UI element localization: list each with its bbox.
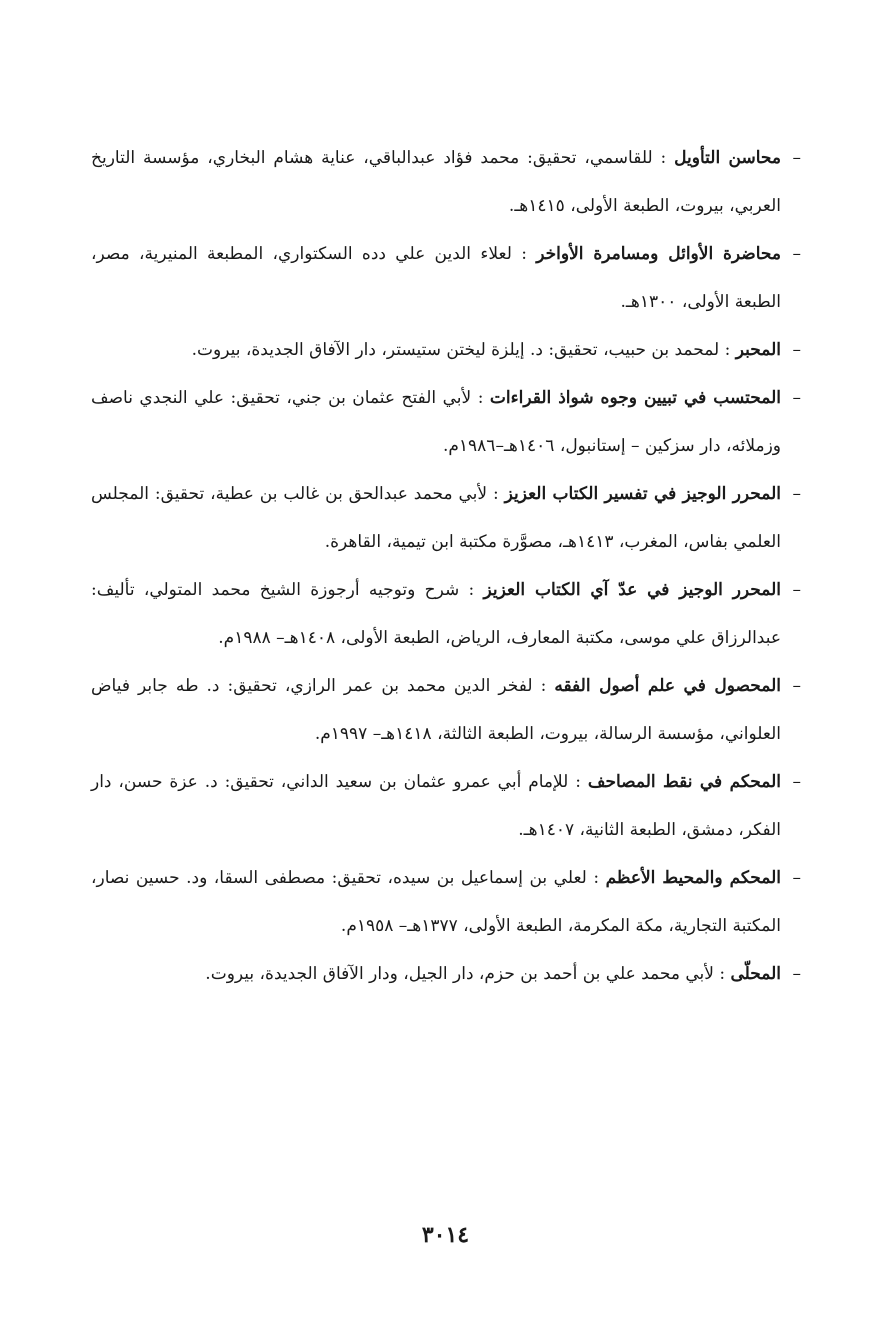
entry-text: : للقاسمي، تحقيق: محمد فؤاد عبدالباقي، عناية هشام البخاري، مؤسسة التاريخ العربي، بيروت، الطبعة الأولى، ١٤١٥هـ.	[91, 148, 781, 216]
entry-dash: –	[792, 244, 801, 264]
bibliography-entry	[91, 326, 801, 374]
entry-dash: –	[792, 772, 801, 792]
entry-title: المحكم والمحيط الأعظم	[605, 868, 781, 888]
entry-text: : لأبي محمد علي بن أحمد بن حزم، دار الجيل، ودار الآفاق الجديدة، بيروت.	[205, 964, 726, 984]
bibliography-entry	[91, 230, 801, 326]
entry-text: : لمحمد بن حبيب، تحقيق: د. إيلزة ليختن ستيستر، دار الآفاق الجديدة، بيروت.	[191, 340, 731, 360]
entry-text: : لأبي الفتح عثمان بن جني، تحقيق: علي النجدي ناصف وزملائه، دار سزكين – إستانبول، ١٤٠٦هـ–١٩٨٦م.	[91, 388, 781, 456]
bibliography-entry	[91, 374, 801, 470]
entry-title: المحرر الوجيز في عدّ آي الكتاب العزيز	[483, 580, 781, 600]
bibliography-entry	[91, 950, 801, 998]
page-number: ٣٠١٤	[421, 1222, 470, 1248]
bibliography-entry	[91, 758, 801, 854]
entry-text: : لعلي بن إسماعيل بن سيده، تحقيق: مصطفى السقا، ود. حسين نصار، المكتبة التجارية، مكة المكرمة، الطبعة الأولى، ١٣٧٧هـ– ١٩٥٨م.	[91, 868, 781, 936]
entry-text: : لفخر الدين محمد بن عمر الرازي، تحقيق: د. طه جابر فياض العلواني، مؤسسة الرسالة، بيروت، الطبعة الثالثة، ١٤١٨هـ– ١٩٩٧م.	[91, 676, 781, 744]
entry-dash: –	[792, 340, 801, 360]
entry-dash: –	[792, 388, 801, 408]
entry-title: المحلّى	[730, 964, 781, 984]
bibliography-entry	[91, 662, 801, 758]
bibliography-list	[91, 134, 801, 998]
entry-text: : لعلاء الدين علي دده السكتواري، المطبعة المنيرية، مصر، الطبعة الأولى، ١٣٠٠هـ.	[91, 244, 781, 312]
entry-text: : للإمام أبي عمرو عثمان بن سعيد الداني، تحقيق: د. عزة حسن، دار الفكر، دمشق، الطبعة الثانية، ١٤٠٧هـ.	[91, 772, 781, 840]
entry-dash: –	[792, 580, 801, 600]
entry-dash: –	[792, 148, 801, 168]
entry-text: : شرح وتوجيه أرجوزة الشيخ محمد المتولي، تأليف: عبدالرزاق علي موسى، مكتبة المعارف، الرياض، الطبعة الأولى، ١٤٠٨هـ– ١٩٨٨م.	[91, 580, 781, 648]
entry-dash: –	[792, 484, 801, 504]
entry-title: المحتسب في تبيين وجوه شواذ القراءات	[489, 388, 781, 408]
bibliography-entry	[91, 134, 801, 230]
entry-text: : لأبي محمد عبدالحق بن غالب بن عطية، تحقيق: المجلس العلمي بفاس، المغرب، ١٤١٣هـ، مصوَّرة مكتبة ابن تيمية، القاهرة.	[91, 484, 781, 552]
entry-title: المحكم في نقط المصاحف	[587, 772, 781, 792]
entry-title: محاسن التأويل	[674, 148, 782, 168]
entry-title: المحصول في علم أصول الفقه	[554, 676, 781, 696]
entry-title: المحبر	[735, 340, 781, 360]
entry-dash: –	[792, 676, 801, 696]
entry-dash: –	[792, 868, 801, 888]
entry-title: محاضرة الأوائل ومسامرة الأواخر	[536, 244, 781, 264]
entry-title: المحرر الوجيز في تفسير الكتاب العزيز	[504, 484, 782, 504]
entry-dash: –	[792, 964, 801, 984]
bibliography-entry	[91, 854, 801, 950]
bibliography-entry	[91, 470, 801, 566]
bibliography-entry	[91, 566, 801, 662]
